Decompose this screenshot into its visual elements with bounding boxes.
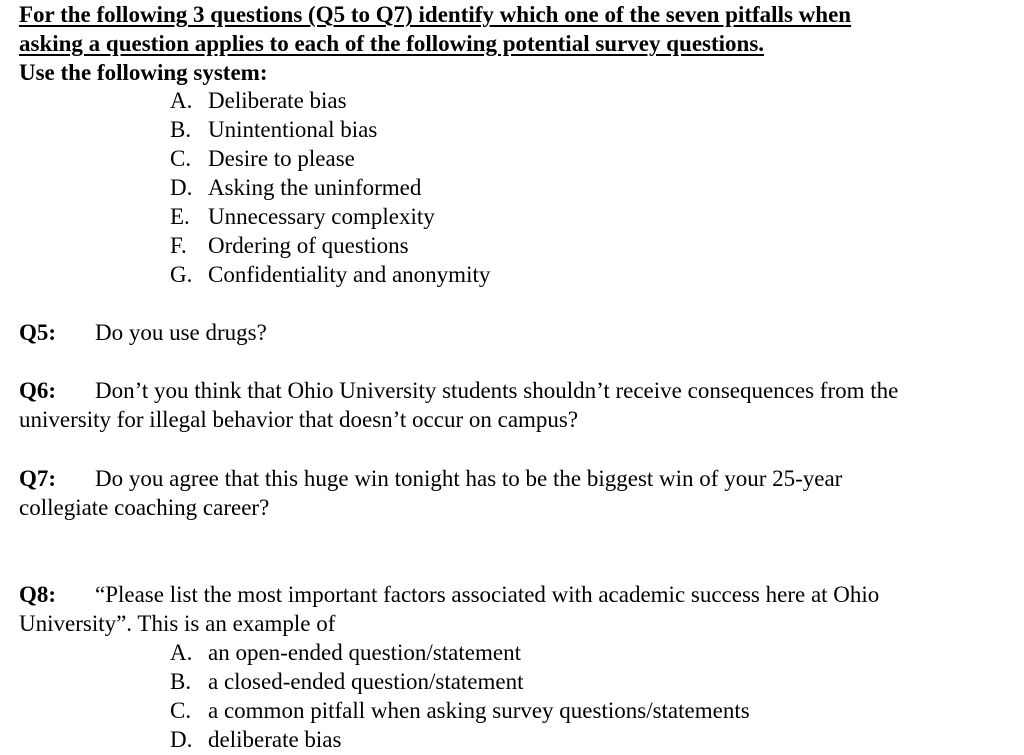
- list-item-letter: B.: [170, 117, 192, 142]
- list-item-letter: D.: [170, 175, 193, 200]
- list-item-text: Asking the uninformed: [208, 175, 422, 200]
- instructions-line-2: asking a question applies to each of the following potential survey questions.: [19, 31, 765, 56]
- question-text-continued: University”. This is an example of: [19, 611, 336, 636]
- list-item-text: a common pitfall when asking survey questions/statements: [208, 698, 750, 723]
- instructions-line-1: For the following 3 questions (Q5 to Q7) identify which one of the seven pitfalls when: [19, 2, 852, 27]
- list-item-letter: A.: [170, 640, 193, 665]
- instructions-line-3: Use the following system:: [19, 60, 268, 85]
- list-item-letter: C.: [170, 146, 192, 171]
- question-text: Do you agree that this huge win tonight has to be the biggest win of your 25-year: [95, 466, 843, 491]
- list-item-letter: B.: [170, 669, 192, 694]
- list-item-text: an open-ended question/statement: [208, 640, 521, 665]
- question-text-continued: university for illegal behavior that doesn’t occur on campus?: [19, 407, 579, 432]
- list-item-text: Deliberate bias: [208, 88, 347, 113]
- list-item-letter: D.: [170, 727, 193, 752]
- list-item-text: Ordering of questions: [208, 233, 409, 258]
- list-item-text: deliberate bias: [208, 727, 342, 752]
- list-item-text: Unintentional bias: [208, 117, 378, 142]
- list-item-letter: F.: [170, 233, 187, 258]
- list-item-text: a closed-ended question/statement: [208, 669, 524, 694]
- list-item-letter: C.: [170, 698, 192, 723]
- question-label: Q8:: [19, 582, 57, 607]
- list-item-letter: G.: [170, 262, 193, 287]
- question-text: Do you use drugs?: [95, 320, 267, 345]
- question-text: Don’t you think that Ohio University students shouldn’t receive consequences from the: [95, 378, 899, 403]
- question-label: Q5:: [19, 320, 57, 345]
- list-item-text: Unnecessary complexity: [208, 204, 435, 229]
- list-item-letter: E.: [170, 204, 190, 229]
- question-label: Q6:: [19, 378, 57, 403]
- question-text-continued: collegiate coaching career?: [19, 495, 270, 520]
- list-item-letter: A.: [170, 88, 193, 113]
- list-item-text: Desire to please: [208, 146, 355, 171]
- question-text: “Please list the most important factors associated with academic success here at Ohio: [95, 582, 880, 607]
- question-label: Q7:: [19, 466, 57, 491]
- list-item-text: Confidentiality and anonymity: [208, 262, 491, 287]
